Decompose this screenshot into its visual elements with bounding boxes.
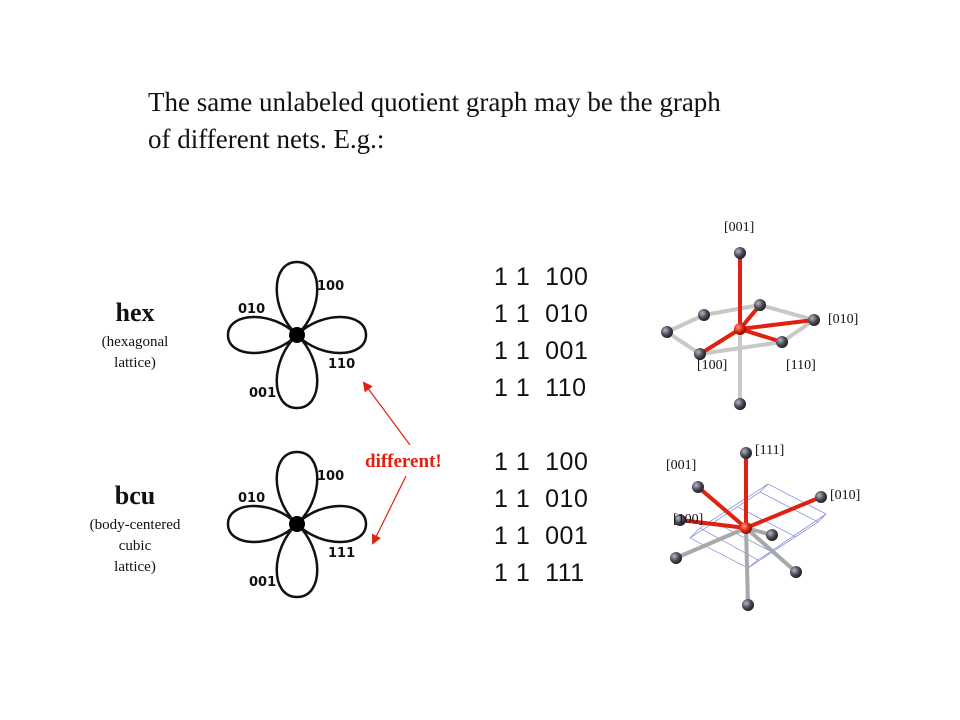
- loop-label-bcu-down: 001: [249, 575, 277, 590]
- dir-label-hex-right: [010]: [828, 312, 859, 327]
- dir-label-bcu-right: [010]: [830, 488, 861, 503]
- net-desc-bcu-line2: cubic: [118, 538, 152, 554]
- loop-label-bcu-right: 111: [328, 546, 356, 561]
- net-desc-bcu-line3: lattice): [114, 559, 156, 575]
- vertex-bcu: [289, 516, 305, 532]
- edge-code-bcu-1: 1 1 100: [494, 448, 589, 476]
- dir-label-hex-top: [001]: [724, 220, 755, 235]
- dir-label-bcu-top: [111]: [755, 443, 785, 458]
- loop-label-bcu-up: 100: [317, 469, 345, 484]
- loop-label-hex-right: 110: [328, 357, 356, 372]
- title-line-1: The same unlabeled quotient graph may be the graph: [148, 87, 721, 117]
- edge-code-bcu-2: 1 1 010: [494, 485, 589, 513]
- edge-code-bcu-4: 1 1 111: [494, 559, 585, 587]
- edge-codes-hex: [494, 259, 588, 407]
- loop-label-hex-left: 010: [238, 302, 266, 317]
- edge-codes-bcu: [494, 444, 588, 592]
- dir-label-hex-bottom-right: [110]: [786, 358, 816, 373]
- arrow-to-bcu: [373, 476, 406, 543]
- net-desc-bcu-line1: (body-centered: [89, 517, 181, 533]
- title-line-2: of different nets. E.g.:: [148, 124, 385, 154]
- edge-code-hex-4: 1 1 110: [494, 374, 587, 402]
- dir-label-bcu-left: [100]: [673, 512, 704, 527]
- loop-label-hex-up: 100: [317, 279, 345, 294]
- edge-code-hex-2: 1 1 010: [494, 300, 589, 328]
- dir-label-hex-bottom-left: [100]: [697, 358, 728, 373]
- different-annotation: different!: [365, 451, 442, 472]
- edge-code-bcu-3: 1 1 001: [494, 522, 589, 550]
- edge-code-hex-1: 1 1 100: [494, 263, 589, 291]
- net-name-hex: hex: [115, 298, 155, 327]
- structure-hex: [661, 247, 820, 410]
- dir-label-bcu-top-left: [001]: [666, 458, 697, 473]
- arrow-to-hex: [364, 383, 410, 445]
- edge-code-hex-3: 1 1 001: [494, 337, 589, 365]
- loop-label-bcu-left: 010: [238, 491, 266, 506]
- net-name-bcu: bcu: [114, 481, 156, 510]
- vertex-hex: [289, 327, 305, 343]
- net-desc-hex-line1: (hexagonal: [101, 334, 169, 350]
- net-desc-hex-line2: lattice): [114, 355, 156, 371]
- loop-label-hex-down: 001: [249, 386, 277, 401]
